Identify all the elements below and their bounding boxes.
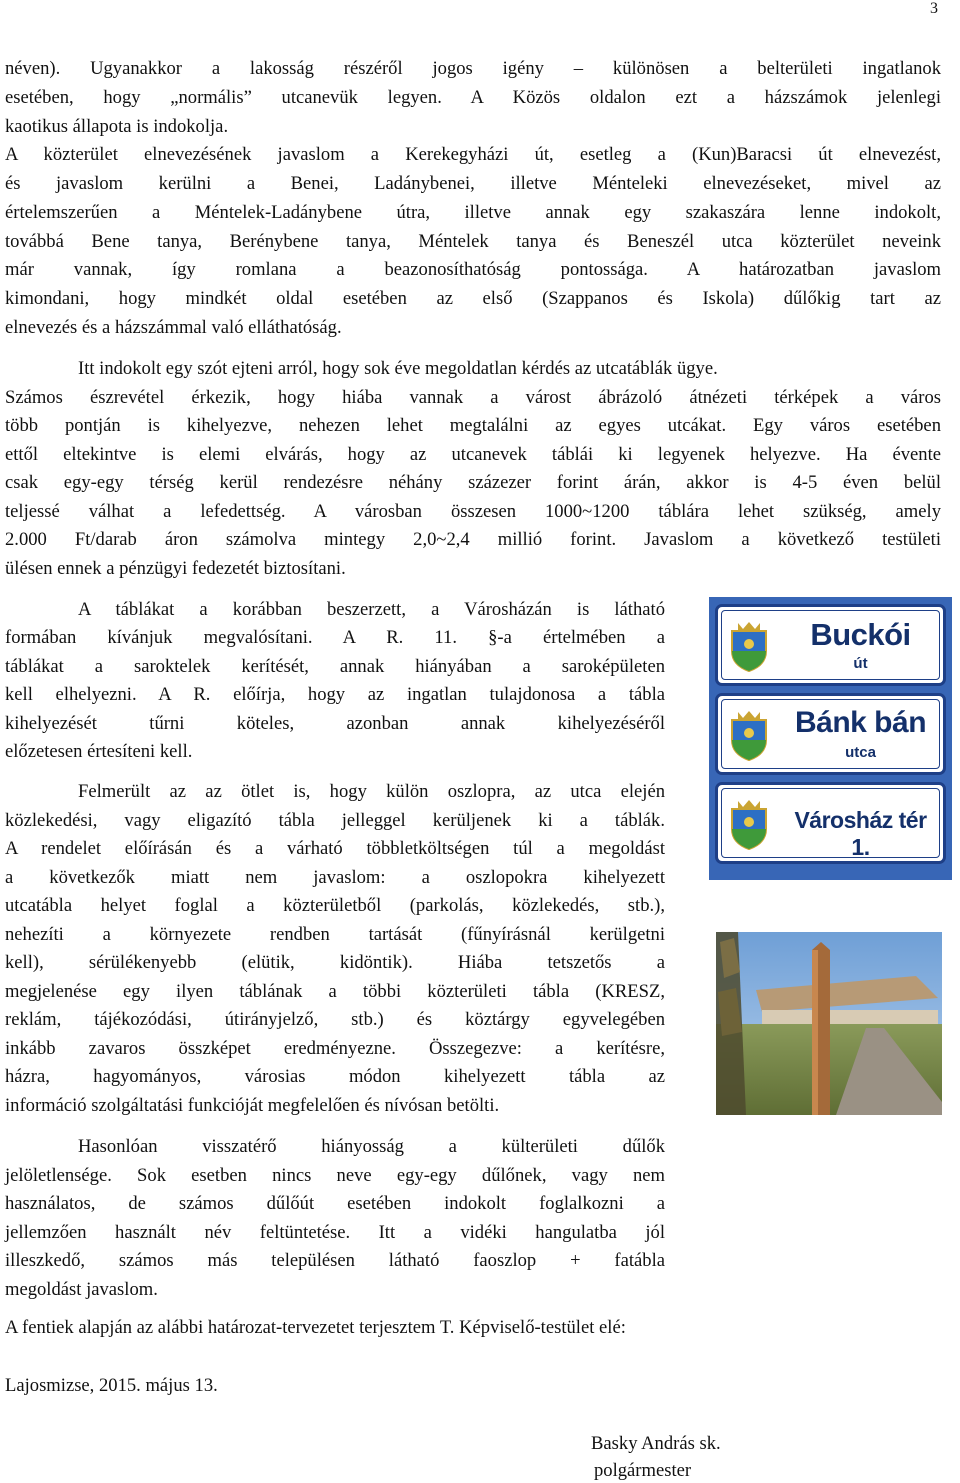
text-line: illeszkedő, számos más településen látható faoszlop + fatábla <box>5 1250 665 1271</box>
text-line: A táblákat a korábban beszerzett, a Városházán is látható <box>78 599 665 620</box>
closing-sentence: A fentiek alapján az alábbi határozat-tervezetet terjesztem T. Képviselő-testület elé: <box>5 1317 626 1338</box>
coat-of-arms-icon <box>726 708 772 762</box>
text-line: közlekedési, vagy eligazító tábla jelleggel kerüljenek ki a táblák. <box>5 810 665 831</box>
coat-of-arms-icon <box>726 797 772 851</box>
text-line: információ szolgáltatási funkcióját megfelelően és nívósan betölti. <box>5 1095 500 1116</box>
text-line: Számos észrevétel érkezik, hogy hiába vannak a várost ábrázoló átnézeti térképek a város <box>5 387 941 408</box>
text-line: 2.000 Ft/darab áron számolva mintegy 2,0~2,4 millió forint. Javaslom a következő testületi <box>5 529 941 550</box>
text-line: ülésen ennek a pénzügyi fedezetét biztosítani. <box>5 558 346 579</box>
text-line: kaotikus állapota is indokolja. <box>5 116 229 137</box>
text-line: kimondani, hogy mindkét oldal esetében az első (Szappanos és Iskola) dűlőkig tart az <box>5 288 941 309</box>
text-line: kell elhelyezni. A R. előírja, hogy az ingatlan tulajdonosa a tábla <box>5 684 665 705</box>
sign-type: utca <box>845 744 876 761</box>
place-date: Lajosmizse, 2015. május 13. <box>5 1375 218 1396</box>
text-line: néven). Ugyanakkor a lakosság részéről jogos igény – különösen a belterületi ingatlanok <box>5 58 941 79</box>
text-line: előzetesen értesíteni kell. <box>5 741 193 762</box>
text-line: utcatábla helyet foglal a közterületből (parkolás, közlekedés, stb.), <box>5 895 665 916</box>
text-line: a következők miatt nem javaslom: a oszlopokra kihelyezett <box>5 867 665 888</box>
coat-of-arms-icon <box>726 619 772 673</box>
sign-name: Buckói <box>810 617 911 652</box>
signature-title: polgármester <box>594 1460 692 1481</box>
page-number: 3 <box>930 0 938 17</box>
text-line: Itt indokolt egy szót ejteni arról, hogy sok éve megoldatlan kérdés az utcatáblák ügye. <box>78 358 718 379</box>
text-line: jelöletlensége. Sok esetben nincs neve egy-egy dűlőnek, vagy nem <box>5 1165 665 1186</box>
text-line: házra, hagyományos, városias módon kihelyezett tábla az <box>5 1066 665 1087</box>
sign-name: Bánk bán <box>794 706 927 739</box>
sign-type: út <box>853 655 868 672</box>
text-line: értelemszerűen a Méntelek-Ladánybene útra, illetve annak egy szakaszára lenne indokolt, <box>5 202 941 223</box>
text-line: megoldást javaslom. <box>5 1279 158 1300</box>
street-sign <box>715 693 946 775</box>
text-line: A rendelet előírásán és a várható többletköltségen túl a megoldást <box>5 838 665 859</box>
text-line: csak egy-egy térség kerül rendezésre néhány százezer forint árán, akkor is 4-5 éven belül <box>5 472 941 493</box>
text-line: Felmerült az az ötlet is, hogy külön oszlopra, az utca elején <box>78 781 665 802</box>
street-sign <box>715 782 946 864</box>
text-line: jellemzően használt név feltüntetése. Itt a vidéki hangulatba jól <box>5 1222 665 1243</box>
text-line: inkább zavaros összképet eredményezne. Összegezve: a kerítésre, <box>5 1038 665 1059</box>
text-line: használatos, de számos dűlőút esetében indokolt foglalkozni a <box>5 1193 665 1214</box>
text-line: táblákat a saroktelek kerítését, annak hiányában a saroképületen <box>5 656 665 677</box>
text-line: megjelenése egy ilyen táblának a többi közterületi tábla (KRESZ, <box>5 981 665 1002</box>
text-line: kihelyezését tűrni köteles, azonban annak kihelyezéséről <box>5 713 665 734</box>
text-line: esetében, hogy „normális” utcanevük legyen. A Közös oldalon ezt a házszámok jelenlegi <box>5 87 941 108</box>
wooden-post-photo <box>716 932 942 1115</box>
text-line: több pontján is kihelyezve, nehezen lehet megtalálni az egyes utcákat. Egy város esetében <box>5 415 941 436</box>
text-line: továbbá Bene tanya, Berénybene tanya, Méntelek tanya és Beneszél utca közterület neveink <box>5 231 941 252</box>
text-line: kell), sérülékenyebb (elütik, kidöntik). Hiába tetszetős a <box>5 952 665 973</box>
text-line: nehezíti a környezete rendben tartását (fűnyírásnál kerülgetni <box>5 924 665 945</box>
text-line: elnevezés és a házszámmal való elláthatóság. <box>5 317 342 338</box>
text-line: reklám, tájékozódási, útirányjelző, stb.) és köztárgy egyvelegében <box>5 1009 665 1030</box>
text-line: már vannak, így romlana a beazonosíthatóság pontossága. A határozatban javaslom <box>5 259 941 280</box>
street-sign <box>715 604 946 686</box>
text-line: teljessé válhat a lefedettség. A városban összesen 1000~1200 táblára lehet szükség, amely <box>5 501 941 522</box>
text-line: A közterület elnevezésének javaslom a Kerekegyházi út, esetleg a (Kun)Baracsi út elnevezést, <box>5 144 941 165</box>
text-line: formában kívánjuk megvalósítani. A R. 11. §-a értelmében a <box>5 627 665 648</box>
signature-name: Basky András sk. <box>591 1433 721 1454</box>
sign-name: Városház tér 1. <box>794 807 927 860</box>
text-line: és javaslom kerülni a Benei, Ladánybenei, illetve Ménteleki elnevezéseket, mivel az <box>5 173 941 194</box>
street-sign-image <box>709 597 952 880</box>
text-line: ettől eltekintve is elemi elvárás, hogy az utcanevek táblái ki legyenek helyezve. Ha évente <box>5 444 941 465</box>
text-line: Hasonlóan visszatérő hiányosság a külterületi dűlők <box>78 1136 665 1157</box>
